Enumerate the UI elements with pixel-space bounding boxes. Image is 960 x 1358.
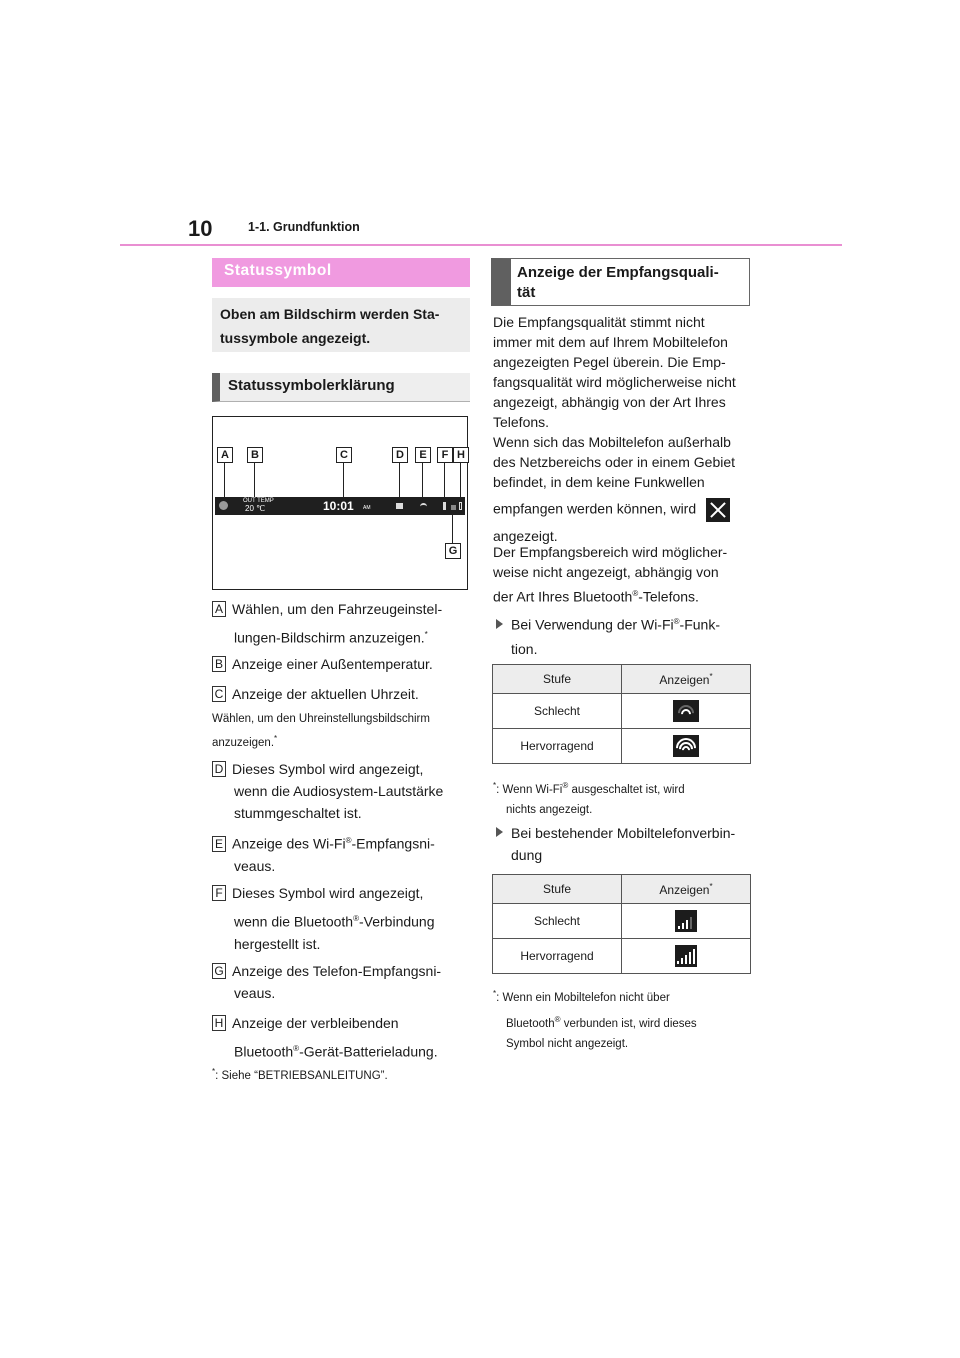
section-title-empfangsqualitaet (491, 258, 750, 306)
page-number: 10 (188, 216, 213, 241)
mute-icon (396, 503, 403, 509)
intro-line-1: Oben am Bildschirm werden Sta- (220, 306, 440, 322)
section-title-line2: tät (517, 284, 536, 301)
figure-label-e: E (415, 447, 431, 463)
list-item-b (212, 653, 472, 675)
list-item-e (212, 830, 472, 877)
item-e-line2: veaus. (234, 857, 276, 874)
p1-line: angezeigten Pegel überein. Die Emp- (493, 354, 726, 370)
phone-footnote-reg: ® (554, 1014, 561, 1024)
leader-line-c (343, 463, 344, 499)
leader-line-a (224, 463, 225, 499)
phone-level-table (492, 874, 751, 974)
figure-label-g: G (445, 543, 461, 559)
p3-last-a: der Art Ihres Bluetooth (493, 588, 633, 605)
signal-strong-icon (675, 945, 697, 967)
leader-line-d (399, 463, 400, 499)
phone-footnote-mark: * (493, 989, 497, 998)
p2-line: des Netzbereichs oder in einem Gebiet (493, 454, 736, 470)
item-d-line2: wenn die Audiosystem-Lautstärke (234, 783, 444, 799)
badge-c: C (212, 686, 226, 702)
phone-footnote (493, 984, 751, 1054)
clock-note (212, 709, 472, 753)
footnote-left-text: : Siehe “BETRIEBSANLEITUNG”. (215, 1069, 388, 1082)
subsection-title: Statussymbolerklärung (212, 373, 470, 402)
item-h-line1: Anzeige der verbleibenden (232, 1015, 399, 1031)
wifi-footnote-line2: nichts angezeigt. (506, 803, 593, 816)
paragraph-2 (493, 432, 751, 546)
bullet-wifi-a: Bei Verwendung der Wi-Fi (511, 616, 674, 633)
p3-line: Der Empfangsbereich wird möglicher- (493, 544, 728, 560)
badge-d: D (212, 761, 226, 777)
item-b-line1: Anzeige einer Außentemperatur. (232, 656, 433, 672)
wifi-strong-icon (673, 735, 699, 757)
intro-line-2: tussymbole angezeigt. (220, 330, 371, 346)
figure-label-b: B (247, 447, 263, 463)
badge-h: H (212, 1015, 226, 1031)
list-item-g (212, 960, 472, 1004)
paragraph-1 (493, 312, 751, 432)
wifi-weak-icon (673, 700, 699, 722)
p1-line: fangsqualität wird möglicherweise nicht (493, 374, 736, 390)
p1-line: angezeigt, abhängig von der Art Ihres (493, 394, 726, 410)
phone-footnote-line2a: Bluetooth (506, 1017, 555, 1030)
item-g-line2: veaus. (234, 985, 276, 1001)
item-d-line3: stummgeschaltet ist. (234, 805, 362, 821)
screen-status-bar (215, 497, 465, 515)
phone-signal-icon (451, 505, 456, 510)
item-f-reg: ® (353, 914, 359, 923)
status-bar-figure (212, 416, 468, 590)
paragraph-3 (493, 542, 751, 607)
out-temp-value: 20 ℃ (245, 504, 266, 513)
leader-line-e (422, 463, 423, 499)
bluetooth-status-icon (443, 502, 446, 510)
bullet-phone-line2: dung (511, 847, 543, 863)
anzeigen-label: Anzeigen (659, 672, 710, 687)
section-title-line1: Anzeige der Empfangsquali- (517, 264, 719, 281)
anzeigen-sup: * (709, 671, 713, 681)
list-item-c (212, 683, 472, 705)
badge-g: G (212, 963, 226, 979)
bullet-wifi (496, 611, 746, 660)
table-header-anzeigen (622, 665, 751, 694)
figure-label-f: F (437, 447, 453, 463)
icon-cell (622, 694, 751, 729)
badge-e: E (212, 836, 226, 852)
leader-line-b (254, 463, 255, 499)
item-a-line1: Wählen, um den Fahrzeugeinstel- (232, 601, 443, 617)
item-h-line2b: -Gerät-Batterieladung. (299, 1043, 438, 1060)
table-row (493, 694, 751, 729)
item-f-line3: hergestellt ist. (234, 935, 321, 952)
table-row (493, 729, 751, 764)
figure-label-a: A (217, 447, 233, 463)
item-h-line2a: Bluetooth (234, 1043, 294, 1060)
badge-a: A (212, 601, 226, 617)
p3-reg: ® (632, 589, 639, 598)
p1-line: Die Empfangsqualität stimmt nicht (493, 314, 705, 330)
anzeigen-sup: * (709, 881, 713, 891)
item-f-line2a: wenn die Bluetooth (234, 913, 354, 930)
wifi-footnote-b: ausgeschaltet ist, wird (568, 783, 685, 796)
level-cell: Schlecht (493, 904, 622, 939)
bullet-wifi-b: -Funk- (679, 616, 720, 633)
item-e-line1a: Anzeige des Wi-Fi (232, 835, 346, 852)
table-header-stufe: Stufe (493, 665, 622, 694)
badge-f: F (212, 885, 226, 901)
settings-car-icon[interactable] (219, 501, 228, 510)
clock-note-line2: anzuzeigen. (212, 736, 275, 749)
level-cell: Schlecht (493, 694, 622, 729)
p1-line: Telefons. (493, 414, 550, 430)
arrow-bullet-icon (496, 619, 503, 629)
table-row (493, 939, 751, 974)
signal-weak-icon (675, 910, 697, 932)
item-h-reg: ® (293, 1044, 300, 1053)
footnote-left (212, 1062, 472, 1086)
bluetooth-battery-icon (459, 502, 462, 510)
out-temp-label: OUT TEMP (243, 498, 274, 504)
list-item-d (212, 758, 472, 824)
item-f-line1: Dieses Symbol wird angezeigt, (232, 885, 424, 901)
arrow-bullet-icon (496, 827, 503, 837)
phone-footnote-line1: : Wenn ein Mobiltelefon nicht über (496, 991, 670, 1004)
wifi-footnote-reg: ® (562, 781, 569, 790)
item-e-reg: ® (345, 836, 352, 845)
leader-line-h (460, 463, 461, 499)
no-signal-icon (706, 498, 730, 522)
item-c-line1: Anzeige der aktuellen Uhrzeit. (232, 686, 419, 702)
header-rule (120, 244, 842, 246)
phone-footnote-line2b: verbunden ist, wird dieses (560, 1017, 697, 1030)
badge-b: B (212, 656, 226, 672)
item-g-line1: Anzeige des Telefon-Empfangsni- (232, 963, 442, 979)
figure-label-h: H (453, 447, 469, 463)
clock-ampm: AM (363, 505, 371, 511)
wifi-footnote-mark: * (493, 781, 497, 790)
wifi-footnote-a: : Wenn Wi-Fi (496, 783, 563, 796)
clock-note-line1: Wählen, um den Uhreinstellungsbildschirm (212, 713, 430, 725)
phone-footnote-line3: Symbol nicht angezeigt. (506, 1037, 629, 1050)
icon-cell (622, 729, 751, 764)
clock-time[interactable]: 10:01 (323, 499, 354, 513)
bullet-wifi-reg: ® (673, 617, 680, 626)
level-cell: Hervorragend (493, 729, 622, 764)
figure-label-d: D (392, 447, 408, 463)
list-item-a (212, 598, 472, 649)
table-header-anzeigen (622, 875, 751, 904)
footnote-left-mark: * (212, 1067, 216, 1076)
table-header-stufe: Stufe (493, 875, 622, 904)
icon-cell (622, 904, 751, 939)
chapter-title: 1-1. Grundfunktion (248, 220, 360, 234)
wifi-status-icon (420, 503, 427, 510)
intro-box (212, 298, 470, 352)
item-a-line2: lungen-Bildschirm anzuzeigen. (234, 629, 425, 646)
item-e-line1b: -Empfangsni- (351, 835, 435, 852)
list-item-h (212, 1012, 472, 1063)
section-title-statussymbol: Statussymbol (212, 258, 470, 287)
p2-line: empfangen werden können, wird (493, 500, 697, 517)
leader-line-f (444, 463, 445, 499)
item-a-sup: * (424, 630, 428, 639)
list-item-f (212, 882, 472, 955)
bullet-wifi-line2: tion. (511, 640, 538, 657)
p1-line: immer mit dem auf Ihrem Mobiltelefon (493, 334, 728, 350)
clock-note-sup: * (274, 734, 278, 743)
item-d-line1: Dieses Symbol wird angezeigt, (232, 761, 424, 777)
figure-label-c: C (336, 447, 352, 463)
anzeigen-label: Anzeigen (659, 882, 710, 897)
p2-line: befindet, in dem keine Funkwellen (493, 474, 705, 490)
leader-line-g (452, 513, 453, 543)
item-f-line2b: -Verbindung (359, 913, 435, 930)
bullet-phone (496, 822, 746, 866)
p3-line: weise nicht angezeigt, abhängig von (493, 564, 719, 580)
wifi-level-table (492, 664, 751, 764)
bullet-phone-line1: Bei bestehender Mobiltelefonverbin- (511, 825, 736, 841)
wifi-footnote (493, 776, 751, 820)
p3-last-b: -Telefons. (638, 588, 699, 605)
table-row (493, 904, 751, 939)
level-cell: Hervorragend (493, 939, 622, 974)
p2-line: Wenn sich das Mobiltelefon außerhalb (493, 434, 731, 450)
icon-cell (622, 939, 751, 974)
p2-line: angezeigt. (493, 528, 558, 544)
